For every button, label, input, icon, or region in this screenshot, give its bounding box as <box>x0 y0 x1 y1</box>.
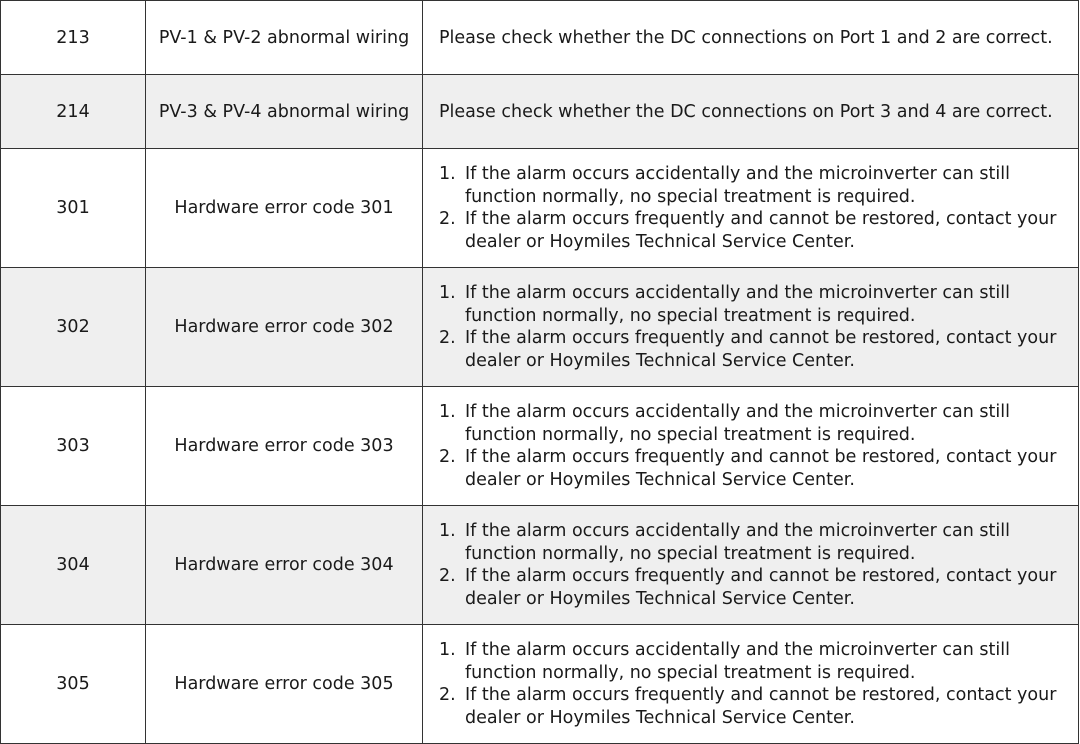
alarm-name-cell: PV-3 & PV-4 abnormal wiring <box>146 75 423 149</box>
alarm-code-cell: 304 <box>1 506 146 625</box>
alarm-name-cell: Hardware error code 301 <box>146 149 423 268</box>
step-number: 1. <box>439 640 456 660</box>
alarm-code-cell: 301 <box>1 149 146 268</box>
step-text: If the alarm occurs frequently and cannot be restored, contact your dealer or Hoymiles Technical Service Center. <box>465 447 1057 490</box>
alarm-code-cell: 214 <box>1 75 146 149</box>
step-text: If the alarm occurs accidentally and the microinverter can still function normally, no special treatment is required. <box>465 402 1010 445</box>
table-row <box>1 506 1079 625</box>
step-text: If the alarm occurs accidentally and the microinverter can still function normally, no special treatment is required. <box>465 164 1010 207</box>
step-text: If the alarm occurs frequently and cannot be restored, contact your dealer or Hoymiles Technical Service Center. <box>465 209 1057 252</box>
list-item <box>439 639 1068 684</box>
step-text: If the alarm occurs accidentally and the microinverter can still function normally, no special treatment is required. <box>465 521 1010 564</box>
list-item <box>439 282 1068 327</box>
suggestion-cell <box>423 268 1079 387</box>
step-number: 1. <box>439 283 456 303</box>
alarm-name-cell: Hardware error code 305 <box>146 625 423 744</box>
step-number: 1. <box>439 402 456 422</box>
alarm-code-cell: 305 <box>1 625 146 744</box>
suggestion-cell <box>423 506 1079 625</box>
step-text: If the alarm occurs frequently and cannot be restored, contact your dealer or Hoymiles Technical Service Center. <box>465 328 1057 371</box>
list-item <box>439 327 1068 372</box>
table-row <box>1 149 1079 268</box>
list-item <box>439 520 1068 565</box>
table-row <box>1 387 1079 506</box>
step-number: 1. <box>439 164 456 184</box>
step-number: 2. <box>439 685 456 705</box>
list-item <box>439 401 1068 446</box>
step-number: 2. <box>439 566 456 586</box>
suggestion-text: Please check whether the DC connections on Port 3 and 4 are correct. <box>439 101 1053 122</box>
suggestion-cell <box>423 149 1079 268</box>
step-text: If the alarm occurs frequently and cannot be restored, contact your dealer or Hoymiles Technical Service Center. <box>465 685 1057 728</box>
alarm-code-cell: 302 <box>1 268 146 387</box>
step-number: 1. <box>439 521 456 541</box>
alarm-name-cell: Hardware error code 304 <box>146 506 423 625</box>
step-number: 2. <box>439 447 456 467</box>
table-row <box>1 625 1079 744</box>
list-item <box>439 208 1068 253</box>
suggestion-cell <box>423 625 1079 744</box>
step-text: If the alarm occurs frequently and cannot be restored, contact your dealer or Hoymiles Technical Service Center. <box>465 566 1057 609</box>
suggestion-steps <box>439 163 1068 253</box>
suggestion-steps <box>439 401 1068 491</box>
list-item <box>439 684 1068 729</box>
step-number: 2. <box>439 209 456 229</box>
step-text: If the alarm occurs accidentally and the microinverter can still function normally, no special treatment is required. <box>465 640 1010 683</box>
alarm-name-cell: Hardware error code 303 <box>146 387 423 506</box>
alarm-name-cell: PV-1 & PV-2 abnormal wiring <box>146 1 423 75</box>
suggestion-steps <box>439 639 1068 729</box>
step-number: 2. <box>439 328 456 348</box>
alarm-code-cell: 213 <box>1 1 146 75</box>
table-row <box>1 1 1079 75</box>
suggestion-cell <box>423 387 1079 506</box>
suggestion-text: Please check whether the DC connections on Port 1 and 2 are correct. <box>439 27 1053 48</box>
list-item <box>439 565 1068 610</box>
list-item <box>439 163 1068 208</box>
suggestion-cell <box>423 1 1079 75</box>
alarm-code-cell: 303 <box>1 387 146 506</box>
list-item <box>439 446 1068 491</box>
step-text: If the alarm occurs accidentally and the microinverter can still function normally, no special treatment is required. <box>465 283 1010 326</box>
suggestion-steps <box>439 520 1068 610</box>
alarm-name-cell: Hardware error code 302 <box>146 268 423 387</box>
suggestion-cell <box>423 75 1079 149</box>
suggestion-steps <box>439 282 1068 372</box>
table-row <box>1 75 1079 149</box>
table-row <box>1 268 1079 387</box>
